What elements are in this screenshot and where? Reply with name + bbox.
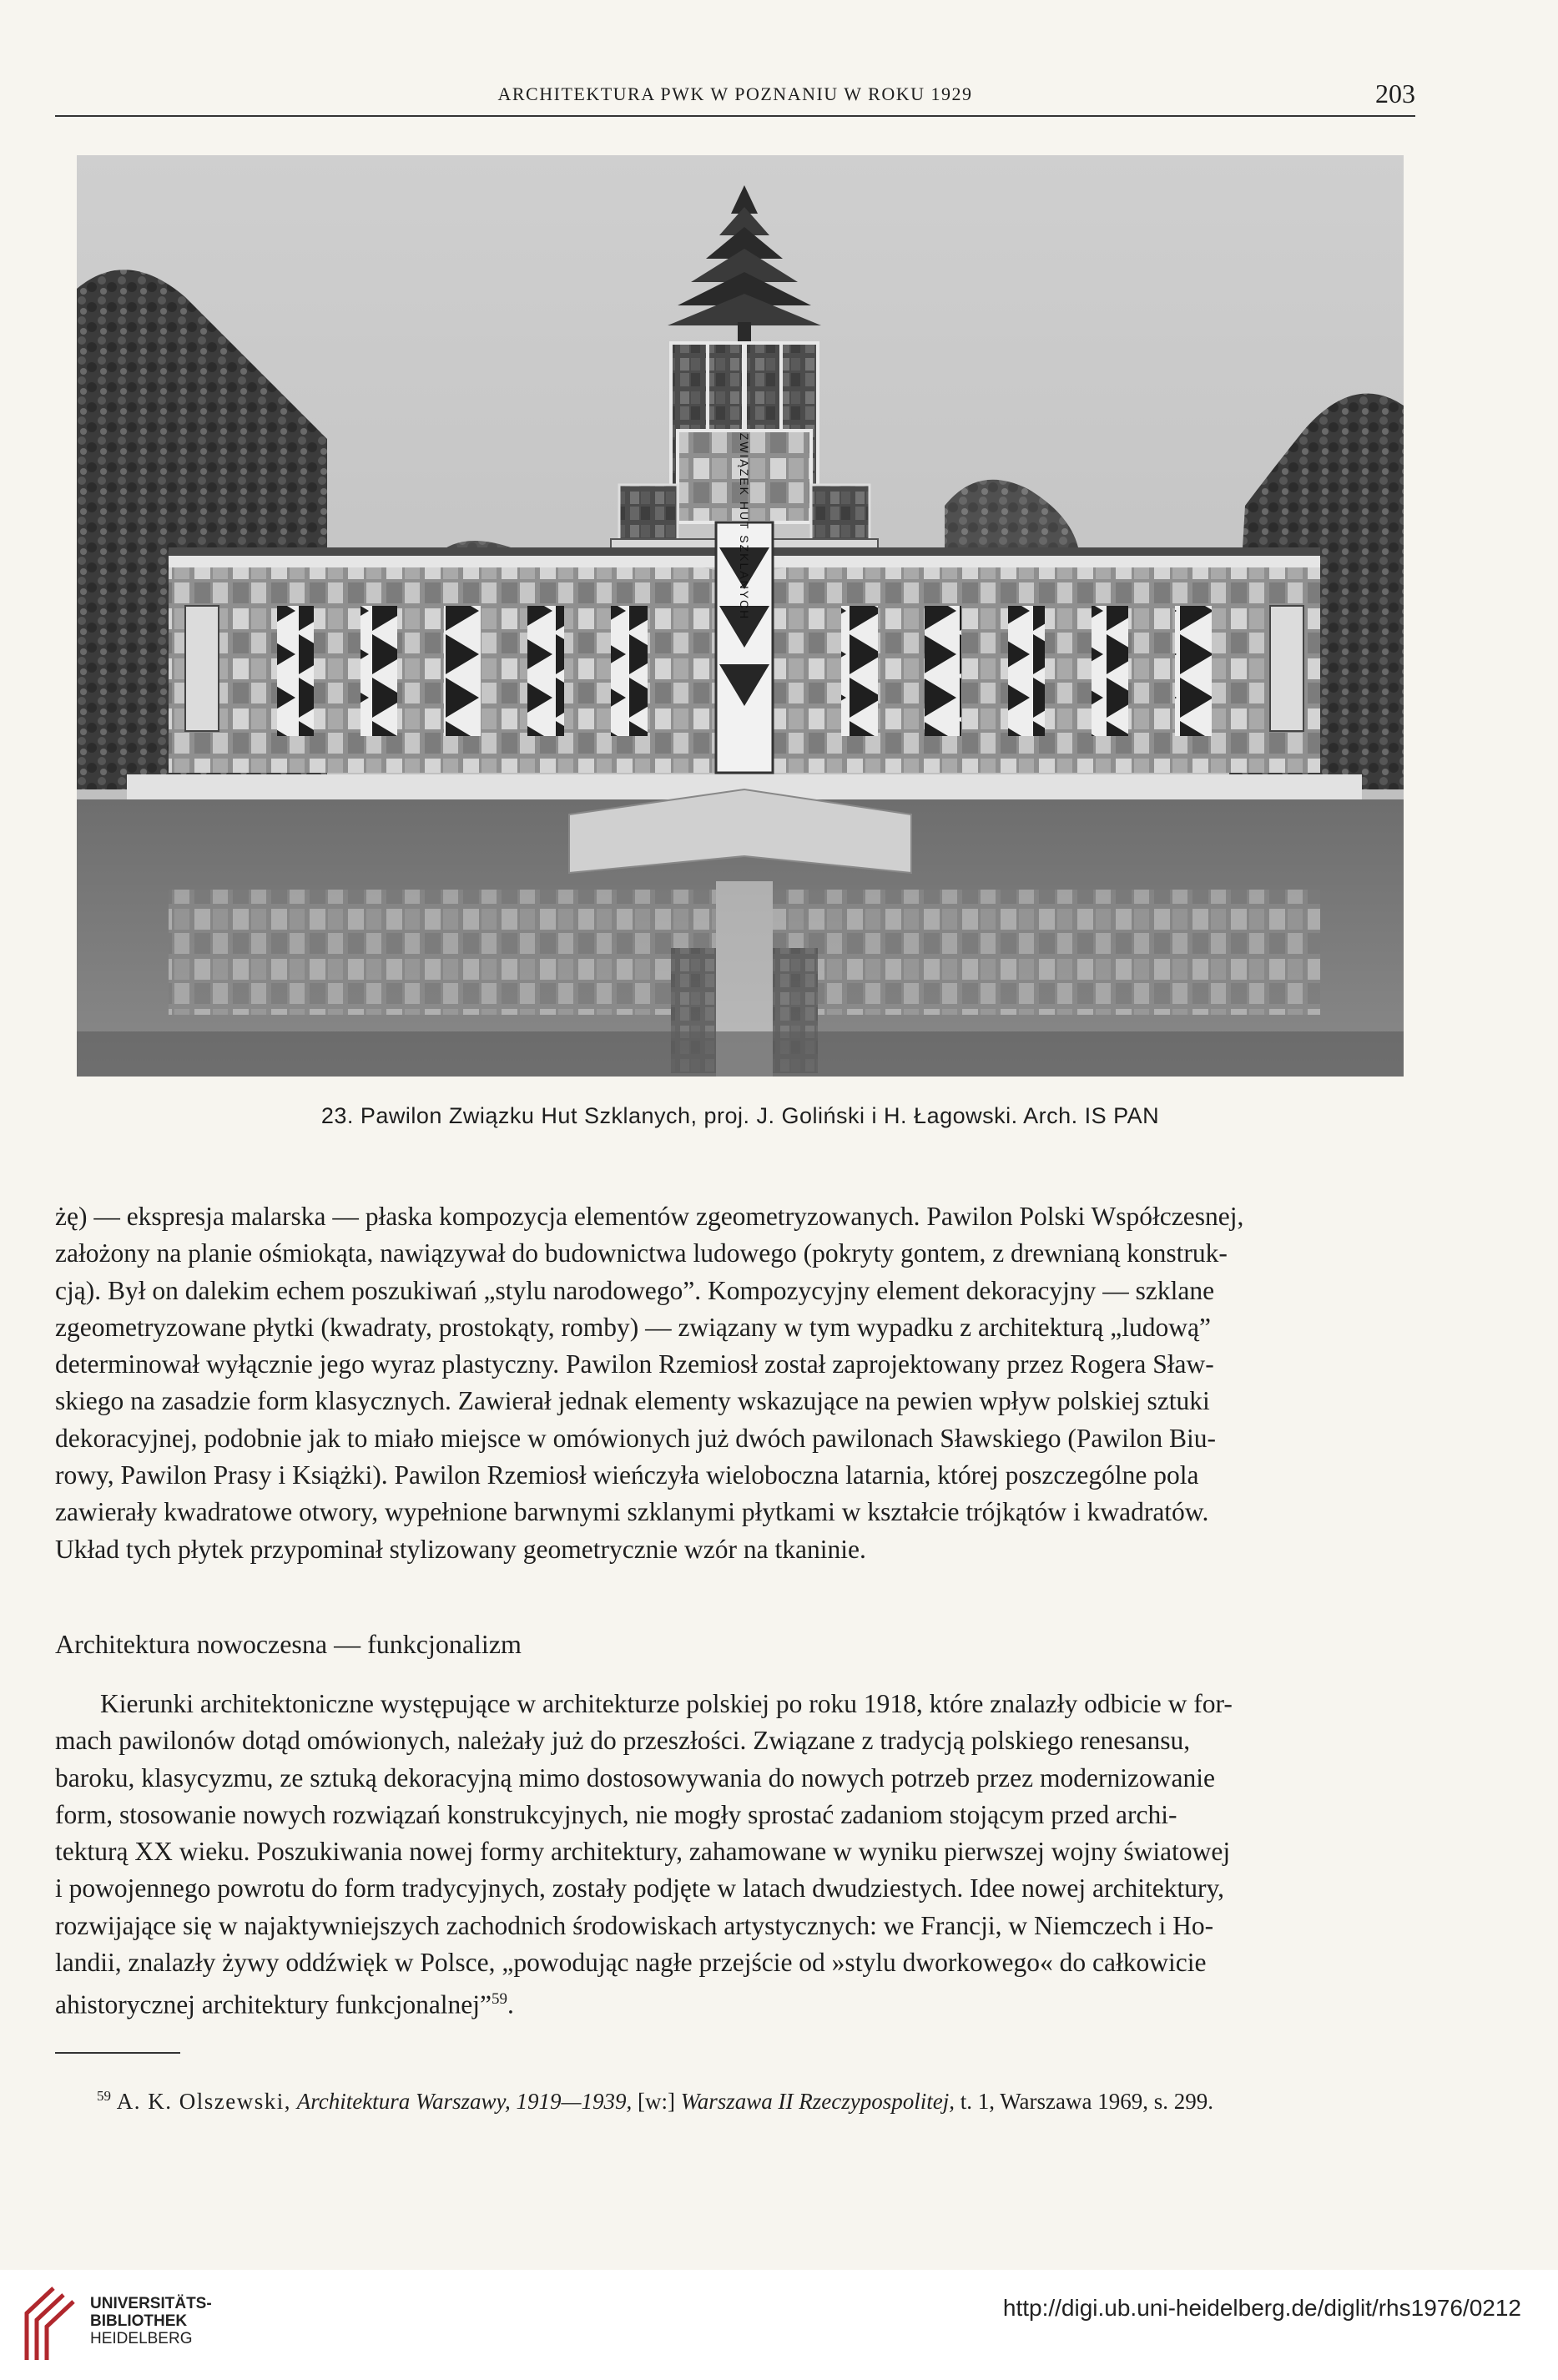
footnote-reference[interactable]: 59: [492, 1990, 508, 2009]
text-line: Kierunki architektoniczne występujące w architekturze polskiej po roku 1918, które znalazły odbicie w for-: [100, 1689, 1233, 1718]
text-line: ahistorycznej architektury funkcjonalnej”: [55, 1989, 492, 2019]
text-line: dekoracyjnej, podobnie jak to miało miejsce w omówionych już dwóch pawilonach Sławskiego (Pawilon Biu-: [55, 1423, 1216, 1453]
footnote-in: [w:]: [638, 2089, 675, 2114]
figure-caption: 23. Pawilon Związku Hut Szklanych, proj. J. Goliński i H. Łagowski. Arch. IS PAN: [320, 1103, 1160, 1128]
text-line: landii, znalazły żywy oddźwięk w Polsce, „powodując nagłe przejście od »stylu dworkowego« do całkowicie: [55, 1948, 1207, 1978]
text-line: zgeometryzowane płytki (kwadraty, prostokąty, romby) — związany w tym wypadku z architekturą „ludową”: [55, 1312, 1211, 1342]
library-name-line: BIBLIOTHEK: [90, 2312, 188, 2330]
paragraph-1: [55, 1198, 1424, 1568]
text-line: determinował wyłącznie jego wyraz plastyczny. Pawilon Rzemiosł został zaprojektowany przez Rogera Sław-: [55, 1349, 1214, 1379]
text-line: żę) — ekspresja malarska — płaska kompozycja elementów zgeometryzowanych. Pawilon Polski Współczesnej,: [55, 1202, 1244, 1231]
library-name-line: UNIVERSITÄTS-: [90, 2295, 212, 2312]
section-heading: Architektura nowoczesna — funkcjonalizm: [55, 1629, 522, 1659]
text-line: założony na planie ośmiokąta, nawiązywał do budownictwa ludowego (pokryty gontem, z drewnianą konstruk-: [55, 1238, 1228, 1268]
footnote-number: 59: [97, 2088, 111, 2104]
footnote: [55, 2081, 1424, 2116]
sentence-end: .: [507, 1989, 514, 2019]
text-line: cją). Był on dalekim echem poszukiwań „stylu narodowego”. Kompozycyjny element dekoracyjny — szklane: [55, 1275, 1215, 1305]
university-library-logo-icon: [15, 2282, 82, 2365]
text-line: Układ tych płytek przypominał stylizowany geometrycznie wzór na tkaninie.: [55, 1534, 866, 1564]
text-line: rowy, Pawilon Prasy i Książki). Pawilon Rzemiosł wieńczyła wieloboczna latarnia, której poszczególne pola: [55, 1460, 1199, 1490]
text-line: zawierały kwadratowe otwory, wypełnione barwnymi szklanymi płytkami w kształcie trójkątów i kwadratów.: [55, 1497, 1209, 1527]
text-line: i powojennego powrotu do form tradycyjnych, zostały podjęte w latach dwudziestych. Idee nowej architektury,: [55, 1873, 1225, 1903]
library-name: [90, 2295, 212, 2347]
library-name-line: HEIDELBERG: [90, 2330, 193, 2347]
digital-copy-url-link[interactable]: http://digi.ub.uni-heidelberg.de/diglit/rhs1976/0212: [1002, 2295, 1521, 2321]
library-footer: [0, 2270, 1558, 2380]
text-line: rozwijające się w najaktywniejszych zachodnich środowiskach artystycznych: we Francji, w Niemczech i Ho-: [55, 1910, 1214, 1940]
footnote-source: Warszawa II Rzeczypospolitej,: [680, 2089, 955, 2114]
footnote-title: Architektura Warszawy, 1919—1939,: [296, 2089, 633, 2114]
paragraph-2: [55, 1686, 1424, 2024]
text-line: skiego na zasadzie form klasycznych. Zawierał jednak elementy wskazujące na pewien wpływ polskiej sztuki: [55, 1386, 1210, 1416]
text-line: form, stosowanie nowych rozwiązań konstrukcyjnych, nie mogły sprostać zadaniom stojącym przed archi-: [55, 1799, 1177, 1829]
text-line: baroku, klasycyzmu, ze sztuką dekoracyjną mimo dostosowywania do nowych potrzeb przez modernizowanie: [55, 1762, 1215, 1793]
footnote-author: A. K. Olszewski,: [116, 2089, 291, 2114]
text-line: mach pawilonów dotąd omówionych, należały już do przeszłości. Związane z tradycją polskiego renesansu,: [55, 1726, 1191, 1756]
pavilion-photo-drawing: [77, 155, 1404, 1077]
footnote-rest: t. 1, Warszawa 1969, s. 299.: [960, 2089, 1213, 2114]
text-line: tekturą XX wieku. Poszukiwania nowej formy architektury, zahamowane w wyniku pierwszej wojny światowej: [55, 1837, 1231, 1867]
tower-inscription: ZWIĄZEK HUT SZKLANYCH: [738, 432, 751, 621]
running-head: [55, 73, 1415, 117]
pavilion-photograph: [77, 155, 1404, 1077]
last-text-line: [55, 1981, 1424, 2024]
page-number: 203: [1375, 78, 1415, 108]
footnote-divider: [55, 2052, 180, 2054]
running-title: ARCHITEKTURA PWK W POZNANIU W ROKU 1929: [497, 83, 973, 104]
